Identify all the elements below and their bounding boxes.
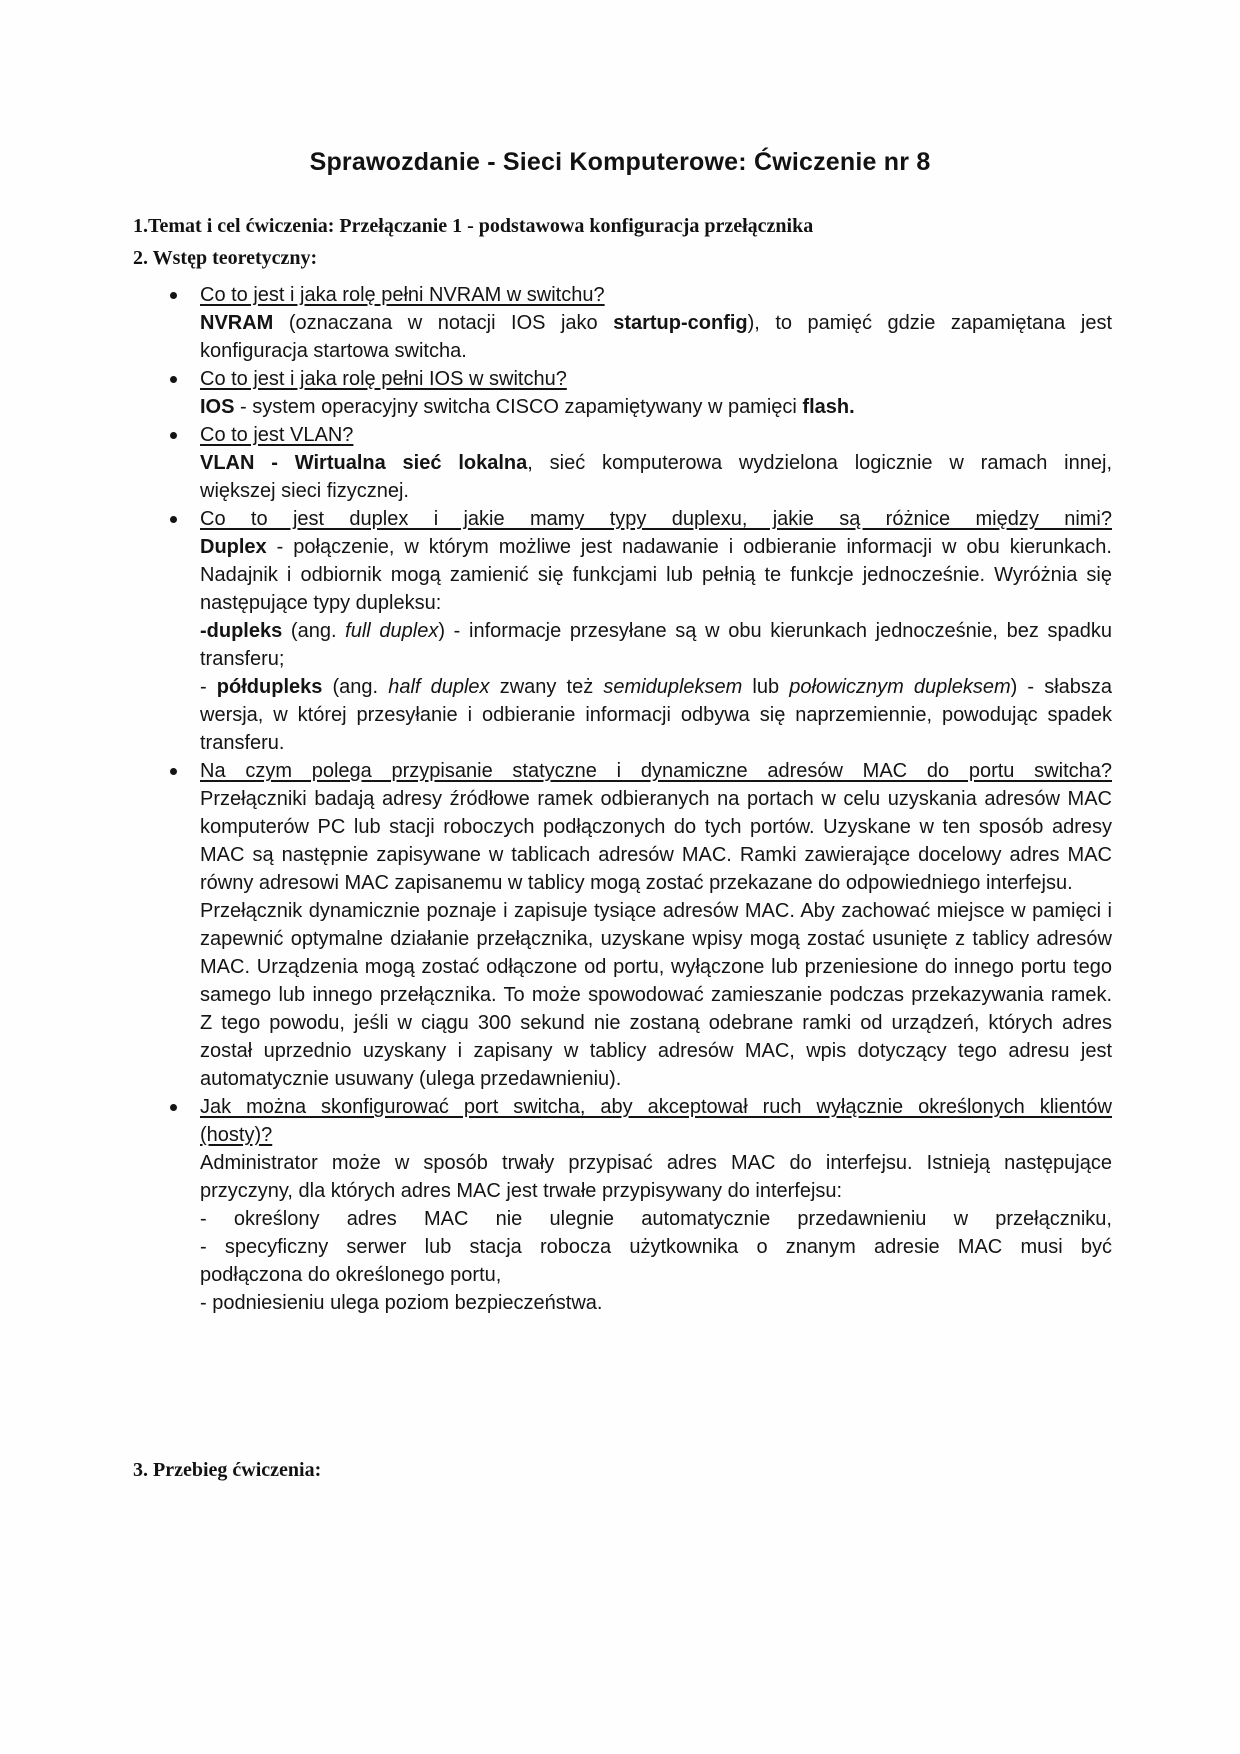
- answer-block: [200, 785, 1112, 897]
- answer-text: lub: [742, 676, 790, 698]
- answer-block: [200, 1261, 1112, 1289]
- answer-text: - specyficzny serwer lub stacja robocza użytkownika o znanym adresie MAC musi być: [200, 1236, 1112, 1258]
- answer-text: zwany też: [489, 676, 604, 698]
- answer-text: połowicznym dupleksem: [789, 676, 1011, 698]
- answer-text: (oznaczana w notacji IOS jako: [273, 312, 614, 334]
- question-text: Co to jest i jaka rolę pełni IOS w switchu?: [200, 368, 567, 390]
- bullet-icon: [170, 376, 177, 383]
- question-line: [200, 1121, 1112, 1149]
- section-3-heading: 3. Przebieg ćwiczenia:: [133, 1459, 322, 1481]
- question-text: (hosty)?: [200, 1124, 273, 1146]
- bullet-icon: [170, 1104, 177, 1111]
- answer-text: ) - słabsza wersja, w której przesyłanie i odbieranie informacji odbywa się naprzemiennie, powodując spadek transferu.: [200, 676, 1113, 754]
- question-text: Co to jest VLAN?: [200, 424, 354, 446]
- question-line: [200, 281, 1112, 309]
- answer-text: większej sieci fizycznej.: [200, 480, 409, 502]
- list-item: [168, 281, 1112, 365]
- question: [200, 365, 1112, 393]
- answer-text: ), to pamięć gdzie zapamiętana jest konfiguracja startowa switcha.: [200, 312, 1113, 362]
- answer-text: -dupleks: [200, 620, 283, 642]
- question-text: Co to jest duplex i jakie mamy typy duplexu, jakie są różnice między nimi?: [200, 508, 1112, 530]
- question-line: [200, 421, 1112, 449]
- answer-text: podłączona do określonego portu,: [200, 1264, 502, 1286]
- answer-text: - określony adres MAC nie ulegnie automatycznie przedawnieniu w przełączniku,: [200, 1208, 1112, 1230]
- answer-block: [200, 1233, 1112, 1261]
- answer-text: - system operacyjny switcha CISCO zapamiętywany w pamięci: [234, 396, 803, 418]
- answer-block: [200, 477, 1112, 505]
- answer-block: [200, 897, 1112, 1093]
- question: [200, 421, 1112, 449]
- question: [200, 1093, 1112, 1149]
- answer-block: [200, 449, 1112, 477]
- question-text: Co to jest i jaka rolę pełni NVRAM w switchu?: [200, 284, 605, 306]
- answer-block: [200, 533, 1112, 617]
- answer: [200, 449, 1112, 505]
- answer-text: - podniesieniu ulega poziom bezpieczeństwa.: [200, 1292, 603, 1314]
- answer-block: [200, 1289, 1112, 1317]
- bullet-icon: [170, 292, 177, 299]
- answer-block: [200, 1205, 1112, 1233]
- answer: [200, 533, 1112, 757]
- question-text: Jak można skonfigurować port switcha, aby akceptował ruch wyłącznie określonych klientów: [200, 1096, 1112, 1118]
- answer-text: - połączenie, w którym możliwe jest nadawanie i odbieranie informacji w obu kierunkach. Nadajnik i odbiornik mogą zamienić się funkcjami lub pełnią te funkcje jednocześnie. Wyróżnia się następujące typy dupleksu:: [200, 536, 1112, 614]
- answer: [200, 309, 1112, 365]
- answer-text: semidupleksem: [603, 676, 743, 698]
- answer-block: [200, 673, 1112, 757]
- question: [200, 281, 1112, 309]
- question-list: [168, 281, 1112, 1317]
- question: [200, 505, 1112, 533]
- answer-text: -: [200, 676, 217, 698]
- answer-text: ) - informacje przesyłane są w obu kierunkach jednocześnie, bez spadku transferu;: [200, 620, 1112, 670]
- answer-text: (ang.: [282, 620, 346, 642]
- answer-text: NVRAM: [200, 312, 274, 334]
- answer-text: , sieć komputerowa wydzielona logicznie w ramach innej,: [527, 452, 1112, 474]
- answer-text: Przełącznik dynamicznie poznaje i zapisuje tysiące adresów MAC. Aby zachować miejsce w pamięci i zapewnić optymalne działanie przełącznika, uzyskane wpisy mogą zostać usunięte z tablicy adresów MAC. Urządzenia mogą zostać odłączone od portu, wyłączone lub przeniesione do innego portu tego samego lub innego przełącznika. To może spowodować zamieszanie podczas przekazywania ramek. Z tego powodu, jeśli w ciągu 300 sekund nie zostaną odebrane ramki od urządzeń, których adres został uprzednio uzyskany i zapisany w tablicy adresów MAC, wpis dotyczący tego adresu jest automatycznie usuwany (ulega przedawnieniu).: [200, 900, 1112, 1090]
- answer-text: Administrator może w sposób trwały przypisać adres MAC do interfejsu. Istnieją następujące przyczyny, dla których adres MAC jest trwałe przypisywany do interfejsu:: [200, 1152, 1112, 1202]
- question-line: [200, 505, 1112, 533]
- list-item: [168, 1093, 1112, 1317]
- answer-text: IOS: [200, 396, 235, 418]
- answer-text: startup-config: [613, 312, 748, 334]
- list-item: [168, 757, 1112, 1093]
- answer-block: [200, 617, 1112, 673]
- answer-text: Przełączniki badają adresy źródłowe ramek odbieranych na portach w celu uzyskania adresów MAC komputerów PC lub stacji roboczych podłączonych do tych portów. Uzyskane w ten sposób adresy MAC są następnie zapisywane w tablicach adresów MAC. Ramki zawierające docelowy adres MAC równy adresowi MAC zapisanemu w tablicy mogą zostać przekazane do odpowiedniego interfejsu.: [200, 788, 1112, 894]
- list-item: [168, 505, 1112, 757]
- answer-text: Duplex: [200, 536, 267, 558]
- question-line: [200, 1093, 1112, 1121]
- section-1-heading: 1.Temat i cel ćwiczenia: Przełączanie 1 - podstawowa konfiguracja przełącznika: [133, 215, 814, 237]
- answer: [200, 1149, 1112, 1317]
- answer-text: full duplex: [345, 620, 439, 642]
- question-line: [200, 757, 1112, 785]
- question-line: [200, 365, 1112, 393]
- question: [200, 757, 1112, 785]
- answer-text: flash.: [802, 396, 855, 418]
- answer-block: [200, 1149, 1112, 1205]
- bullet-icon: [170, 516, 177, 523]
- page-title: Sprawozdanie - Sieci Komputerowe: Ćwiczenie nr 8: [309, 148, 931, 176]
- question-text: Na czym polega przypisanie statyczne i dynamiczne adresów MAC do portu switcha?: [200, 760, 1112, 782]
- answer-text: VLAN - Wirtualna sieć lokalna: [200, 452, 528, 474]
- answer-block: [200, 393, 1112, 421]
- answer-text: półdupleks: [216, 676, 323, 698]
- answer-text: (ang.: [322, 676, 389, 698]
- bullet-icon: [170, 768, 177, 775]
- list-item: [168, 365, 1112, 421]
- answer-block: [200, 309, 1112, 365]
- section-2-heading: 2. Wstęp teoretyczny:: [133, 247, 318, 269]
- bullet-icon: [170, 432, 177, 439]
- answer-text: half duplex: [388, 676, 490, 698]
- answer: [200, 393, 1112, 421]
- list-item: [168, 421, 1112, 505]
- answer: [200, 785, 1112, 1093]
